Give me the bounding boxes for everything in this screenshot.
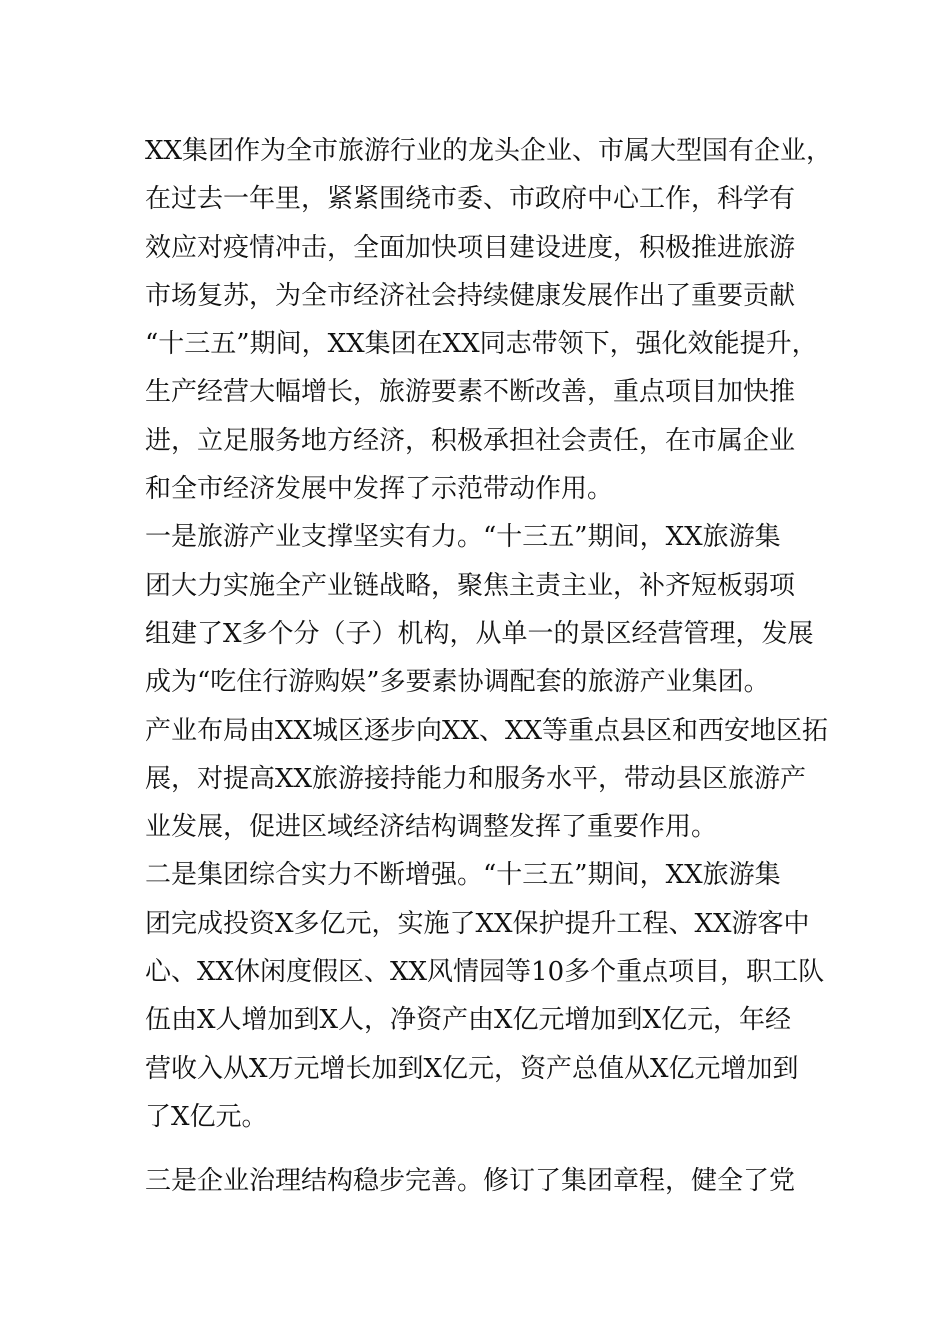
text-line: 产业布局由XX城区逐步向XX、XX等重点县区和西安地区拓 bbox=[145, 715, 829, 746]
text-line: XX集团作为全市旅游行业的龙头企业、市属大型国有企业， bbox=[145, 136, 833, 166]
text-line: 了X亿元。 bbox=[145, 1101, 268, 1132]
text-line: 团大力实施全产业链战略，聚焦主责主业，补齐短板弱项 bbox=[145, 570, 796, 601]
text-line: 市场复苏，为全市经济社会持续健康发展作出了重要贡献 bbox=[145, 280, 796, 311]
text-line: “十三五”期间，XX集团在XX同志带领下，强化效能提升， bbox=[145, 329, 818, 360]
paragraph-gap bbox=[145, 1141, 835, 1157]
text-line: 心、XX休闲度假区、XX风情园等10多个重点项目，职工队 bbox=[145, 957, 825, 988]
text-line: 成为“吃住行游购娱”多要素协调配套的旅游产业集团。 bbox=[145, 667, 770, 698]
text-line: 效应对疫情冲击，全面加快项目建设进度，积极推进旅游 bbox=[145, 232, 796, 263]
text-line: 团完成投资X多亿元，实施了XX保护提升工程、XX游客中 bbox=[145, 908, 810, 939]
text-line: 进，立足服务地方经济，积极承担社会责任，在市属企业 bbox=[145, 425, 796, 456]
text-line: 和全市经济发展中发挥了示范带动作用。 bbox=[145, 474, 614, 505]
text-line: 业发展，促进区域经济结构调整发挥了重要作用。 bbox=[145, 812, 718, 843]
text-line: 营收入从X万元增长加到X亿元，资产总值从X亿元增加到 bbox=[145, 1053, 799, 1084]
document-body bbox=[145, 127, 835, 1206]
text-line: 展，对提高XX旅游接持能力和服务水平，带动县区旅游产 bbox=[145, 763, 807, 794]
text-line: 在过去一年里，紧紧围绕市委、市政府中心工作，科学有 bbox=[145, 184, 796, 215]
text-line: 三是企业治理结构稳步完善。修订了集团章程，健全了党 bbox=[145, 1166, 796, 1197]
text-line: 伍由X人增加到X人，净资产由X亿元增加到X亿元，年经 bbox=[145, 1005, 792, 1036]
text-line: 组建了X多个分（子）机构，从单一的景区经营管理，发展 bbox=[145, 618, 814, 649]
text-line: 生产经营大幅增长，旅游要素不断改善，重点项目加快推 bbox=[145, 377, 796, 408]
text-line: 二是集团综合实力不断增强。“十三五”期间，XX旅游集 bbox=[145, 860, 781, 891]
text-line: 一是旅游产业支撑坚实有力。“十三五”期间，XX旅游集 bbox=[145, 522, 781, 553]
